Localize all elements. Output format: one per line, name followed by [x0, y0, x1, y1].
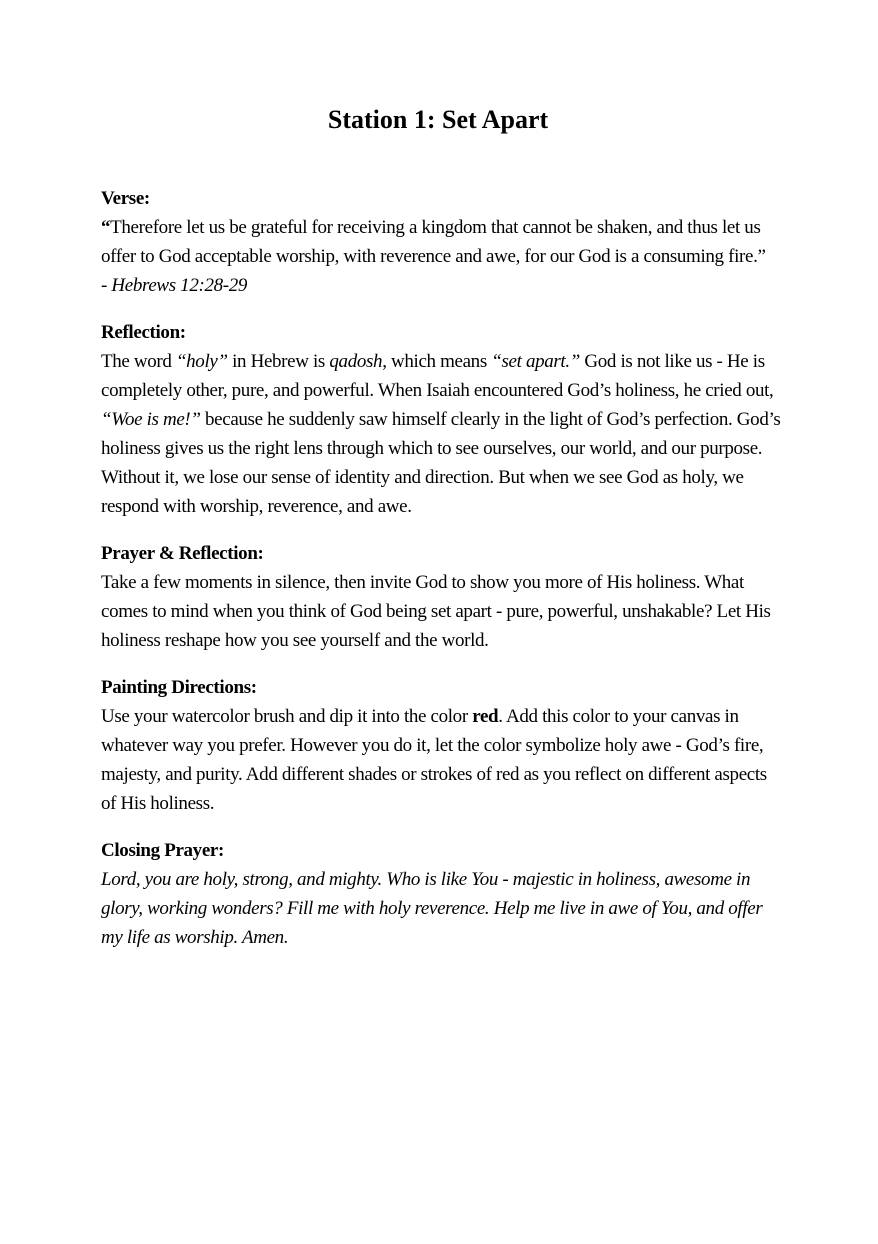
closing-prayer-text: Lord, you are holy, strong, and mighty. Who is like You - majestic in holiness, awesome in glory, working wonders? Fill me with holy reverence. Help me live in awe of You, and offer my life as worship. Amen. — [101, 869, 763, 948]
verse-body: Therefore let us be grateful for receiving a kingdom that cannot be shaken, and thus let us offer to God acceptable worship, with reverence and awe, for our God is a consuming fire.” — [101, 217, 766, 267]
closing-prayer-section — [101, 836, 781, 952]
word-qadosh: qadosh — [329, 351, 383, 372]
reflection-text-part: The word — [101, 351, 176, 372]
reflection-text-part: because he suddenly saw himself clearly in the light of God’s perfection. God’s holiness gives us the right lens through which to see ourselves, our world, and our purpose. Without it, we lose our sense of identity and direction. But when we see God as holy, we respond with worship, reverence, and awe. — [101, 409, 781, 517]
color-word-red: red — [472, 706, 499, 727]
prayer-reflection-heading: Prayer & Reflection: — [101, 543, 264, 564]
reflection-text-part: God is not like us - He is completely other, pure, and powerful. When Isaiah encountered God’s holiness, he cried out, — [101, 351, 774, 401]
painting-text-part: . Add this color to your canvas in whatever way you prefer. However you do it, let the color symbolize holy awe - God’s fire, majesty, and purity. Add different shades or strokes of red as you reflect on different aspects of His holiness. — [101, 706, 767, 814]
word-holy: “holy” — [175, 351, 228, 372]
prayer-reflection-section — [101, 539, 781, 655]
reflection-heading: Reflection: — [101, 322, 186, 343]
verse-reference: - Hebrews 12:28-29 — [101, 275, 248, 296]
painting-text-part: Use your watercolor brush and dip it into the color — [101, 706, 473, 727]
painting-directions-heading: Painting Directions: — [101, 677, 257, 698]
painting-directions-section — [101, 673, 781, 818]
reflection-section — [101, 318, 781, 521]
verse-text — [101, 213, 781, 300]
prayer-reflection-text: Take a few moments in silence, then invite God to show you more of His holiness. What comes to mind when you think of God being set apart - pure, powerful, unshakable? Let His holiness reshape how you see yourself and the world. — [101, 572, 771, 651]
verse-open-quote: “ — [101, 217, 111, 238]
word-set-apart: “set apart.” — [491, 351, 580, 372]
verse-section — [101, 184, 781, 300]
closing-prayer-heading: Closing Prayer: — [101, 840, 224, 861]
reflection-text-part: in Hebrew is — [227, 351, 330, 372]
document-body — [101, 184, 781, 970]
reflection-text — [101, 347, 781, 521]
page-title: Station 1: Set Apart — [327, 105, 549, 134]
reflection-text-part: , which means — [382, 351, 492, 372]
word-woe-is-me: “Woe is me!” — [101, 409, 201, 430]
painting-directions-text — [101, 702, 781, 818]
verse-heading: Verse: — [101, 188, 150, 209]
